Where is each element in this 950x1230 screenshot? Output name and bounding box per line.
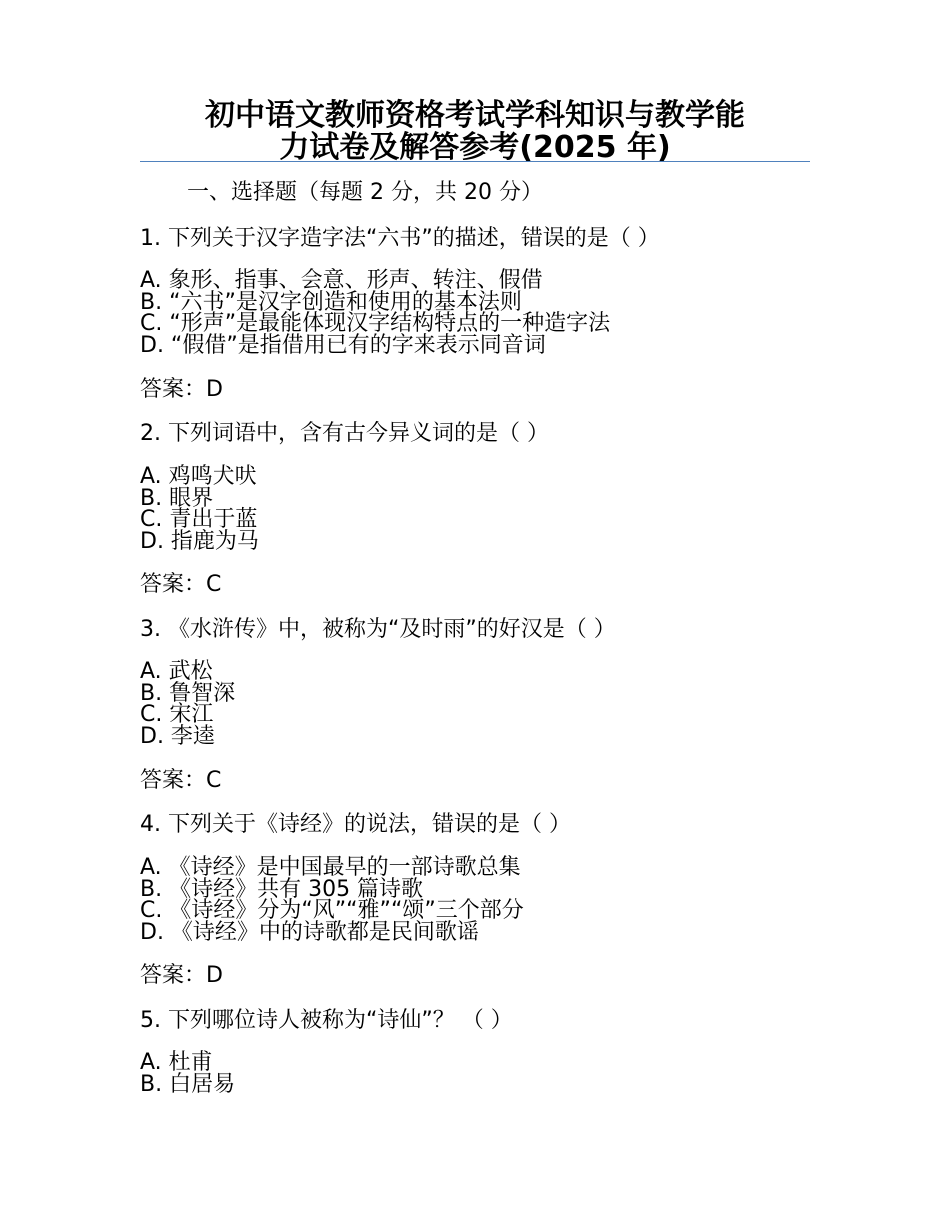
option-b: B. 鲁智深 [140, 680, 236, 706]
option-c: C. 宋江 [140, 702, 214, 727]
question-3-stem: 3. 《水浒传》中，被称为“及时雨”的好汉是（ ） [140, 617, 616, 642]
option-a: A. 杜甫 [140, 1050, 213, 1075]
question-4-options [140, 857, 840, 943]
question-4-answer: 答案：D [140, 963, 223, 988]
question-2-answer: 答案：C [140, 572, 222, 597]
option-a: A. 象形、指事、会意、形声、转注、假借 [140, 268, 543, 293]
question-5-stem: 5. 下列哪位诗人被称为“诗仙”？ （ ） [140, 1008, 513, 1033]
option-a: A. 《诗经》是中国最早的一部诗歌总集 [140, 855, 521, 880]
title-line-1: 初中语文教师资格考试学科知识与教学能 [205, 98, 745, 133]
question-4-stem: 4. 下列关于《诗经》的说法，错误的是（ ） [140, 812, 571, 837]
option-b: B. 《诗经》共有 305 篇诗歌 [140, 876, 424, 902]
option-b: B. 眼界 [140, 485, 214, 511]
option-d: D. 《诗经》中的诗歌都是民间歌谣 [140, 919, 479, 945]
title-line-2: 力试卷及解答参考(2025 年) [279, 130, 671, 165]
question-3-options [140, 661, 840, 747]
section-heading: 一、选择题（每题 2 分，共 20 分） [187, 180, 543, 205]
option-d: D. 指鹿为马 [140, 528, 259, 554]
option-d: D. “假借”是指借用已有的字来表示同音词 [140, 332, 546, 358]
question-2-options [140, 466, 840, 552]
option-c: C. 《诗经》分为“风”“雅”“颂”三个部分 [140, 898, 524, 923]
question-1-options [140, 270, 840, 356]
question-5-options [140, 1052, 840, 1095]
document-title [140, 100, 810, 164]
option-c: C. 青出于蓝 [140, 507, 258, 532]
option-b: B. “六书”是汉字创造和使用的基本法则 [140, 289, 522, 315]
question-2-stem: 2. 下列词语中，含有古今异义词的是（ ） [140, 421, 549, 446]
question-3-answer: 答案：C [140, 768, 222, 793]
option-b: B. 白居易 [140, 1071, 236, 1097]
option-a: A. 鸡鸣犬吠 [140, 464, 257, 489]
option-c: C. “形声”是最能体现汉字结构特点的一种造字法 [140, 311, 611, 336]
question-1-answer: 答案：D [140, 377, 223, 402]
question-1-stem: 1. 下列关于汉字造字法“六书”的描述，错误的是（ ） [140, 226, 660, 251]
title-underline [140, 161, 810, 162]
option-a: A. 武松 [140, 659, 213, 684]
option-d: D. 李逵 [140, 723, 215, 749]
